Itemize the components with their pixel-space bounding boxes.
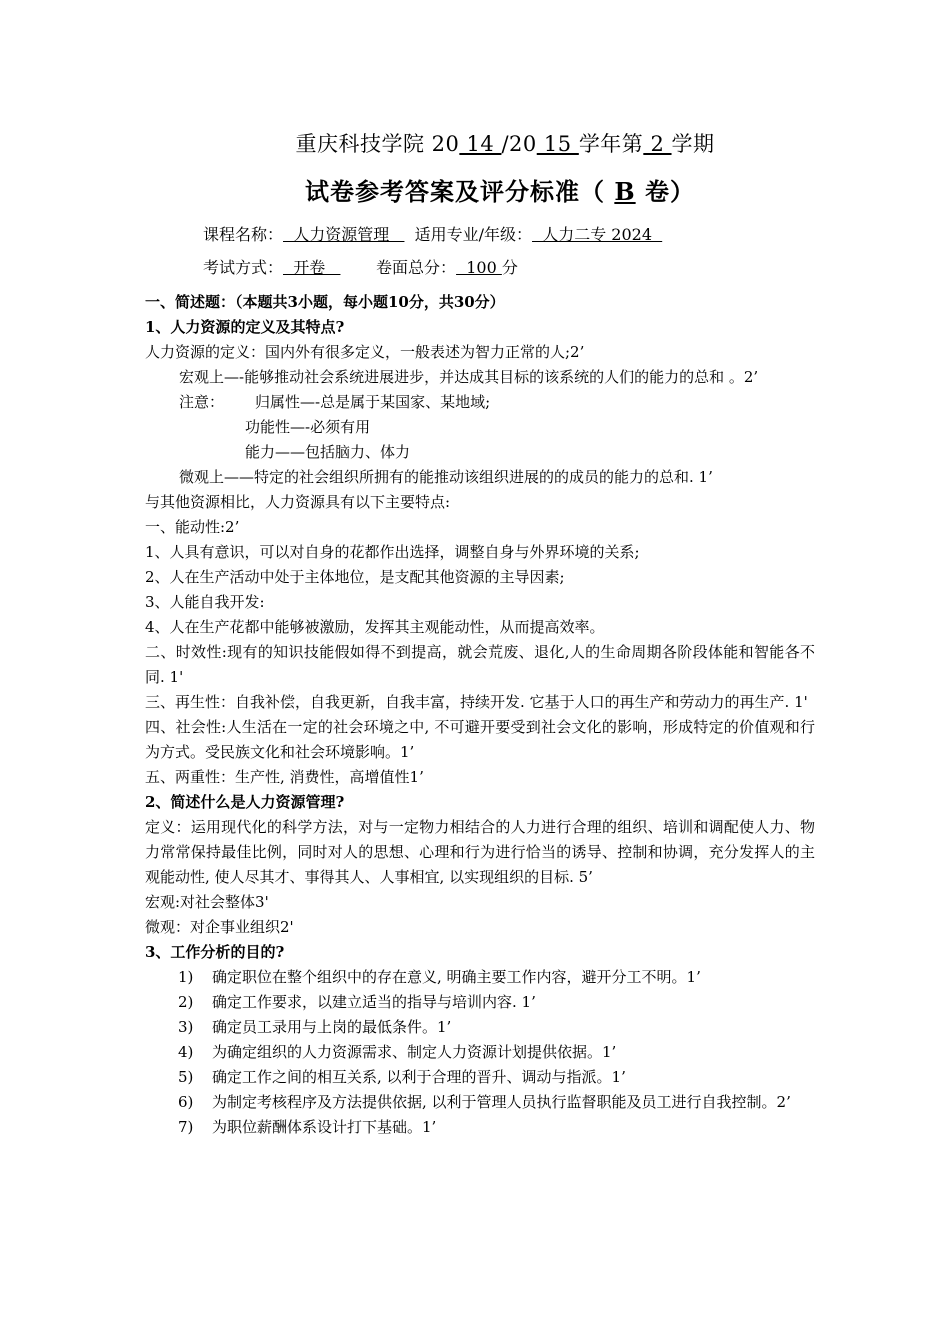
feature-point: 2、人在生产活动中处于主体地位，是支配其他资源的主导因素;: [145, 568, 565, 586]
paper-code: B: [614, 177, 636, 206]
total-score: 100: [456, 258, 502, 277]
note-item: 归属性—-总是属于某国家、某地域;: [255, 393, 491, 411]
micro-definition: 微观上——特定的社会组织所拥有的能推动该组织进展的的成员的能力的总和. 1’: [179, 468, 713, 486]
section-heading: 一、简述题：（本题共3小题，每小题10分，共30分）: [145, 293, 505, 311]
major-grade: 人力二专 2024: [532, 225, 663, 244]
question-1-title: 1、人力资源的定义及其特点?: [145, 318, 345, 336]
feature-point: 4、人在生产花都中能够被激励，发挥其主观能动性，从而提高效率。: [145, 618, 605, 636]
note-label: 注意：: [179, 393, 225, 411]
feature-point: 3、人能自我开发:: [145, 593, 265, 611]
list-item: 4) 为确定组织的人力资源需求、制定人力资源计划提供依据。1’: [178, 1043, 617, 1061]
exam-mode-label: 考试方式：: [203, 258, 284, 277]
school-year-prefix: 重庆科技学院 20: [295, 132, 460, 156]
course-name: 人力资源管理: [283, 225, 405, 244]
hr-definition: 人力资源的定义：国内外有很多定义，一般表述为智力正常的人;2’: [145, 343, 585, 361]
feature-paragraph: 二、时效性:现有的知识技能假如得不到提高，就会荒废、退化,人的生命周期各阶段体能和智能各不同. 1': [145, 643, 815, 686]
list-item: 5) 确定工作之间的相互关系, 以利于合理的晋升、调动与指派。1’: [178, 1068, 626, 1086]
macro-score: 宏观:对社会整体3': [145, 893, 269, 911]
course-info-line: [203, 222, 662, 245]
exam-header-line: [0, 128, 950, 158]
list-item: 1) 确定职位在整个组织中的存在意义, 明确主要工作内容，避开分工不明。1’: [178, 968, 701, 986]
score-unit: 分: [501, 258, 518, 277]
list-item: 7) 为职位薪酬体系设计打下基础。1’: [178, 1118, 437, 1136]
course-label: 课程名称：: [203, 225, 284, 244]
features-intro: 与其他资源相比，人力资源具有以下主要特点:: [145, 493, 451, 511]
total-score-label: 卷面总分：: [340, 258, 457, 277]
feature-paragraph: 五、两重性：生产性, 消费性，高增值性1’: [145, 768, 424, 786]
answer-content: [145, 290, 815, 1140]
note-item: 能力——包括脑力、体力: [245, 443, 411, 461]
list-item: 2) 确定工作要求，以建立适当的指导与培训内容. 1’: [178, 993, 536, 1011]
document-title: 试卷参考答案及评分标准（ B 卷）: [304, 177, 695, 206]
major-label: 适用专业/年级：: [404, 225, 533, 244]
list-item: 6) 为制定考核程序及方法提供依据, 以利于管理人员执行监督职能及员工进行自我控制。2’: [178, 1093, 791, 1111]
question-2-title: 2、简述什么是人力资源管理?: [145, 793, 345, 811]
feature-paragraph: 三、再生性：自我补偿，自我更新，自我丰富，持续开发. 它基于人口的再生产和劳动力的再生产. 1': [145, 693, 808, 711]
start-year: 14: [459, 132, 502, 156]
hrm-definition: 定义：运用现代化的科学方法，对与一定物力相结合的人力进行合理的组织、培训和调配使人力、物力常常保持最佳比例，同时对人的思想、心理和行为进行恰当的诱导、控制和协调，充分发挥人的主观能动性, 使人尽其才、事得其人、人事相宜, 以实现组织的目标. 5’: [145, 818, 815, 886]
term-number: 2: [643, 132, 672, 156]
term-suffix: 学期: [671, 132, 715, 156]
list-item: 3) 确定员工录用与上岗的最低条件。1’: [178, 1018, 452, 1036]
micro-score: 微观：对企事业组织2': [145, 918, 294, 936]
feature-heading: 一、能动性:2’: [145, 518, 240, 536]
question-3-title: 3、工作分析的目的?: [145, 943, 285, 961]
job-analysis-list: [145, 965, 815, 1140]
term-prefix: 学年第: [578, 132, 644, 156]
end-year: 15: [536, 132, 579, 156]
feature-paragraph: 四、社会性:人生活在一定的社会环境之中, 不可避开要受到社会文化的影响，形成特定的价值观和行为方式。受民族文化和社会环境影响。1’: [145, 718, 815, 761]
note-line: [145, 390, 815, 415]
feature-point: 1、人具有意识，可以对自身的花都作出选择，调整自身与外界环境的关系;: [145, 543, 640, 561]
note-item: 功能性—-必须有用: [245, 418, 371, 436]
exam-info-line: [203, 255, 518, 278]
macro-definition: 宏观上—-能够推动社会系统进展进步，并达成其目标的该系统的人们的能力的总和 。2’: [179, 368, 759, 386]
exam-mode: 开卷: [283, 258, 341, 277]
year-separator: /20: [501, 132, 537, 156]
